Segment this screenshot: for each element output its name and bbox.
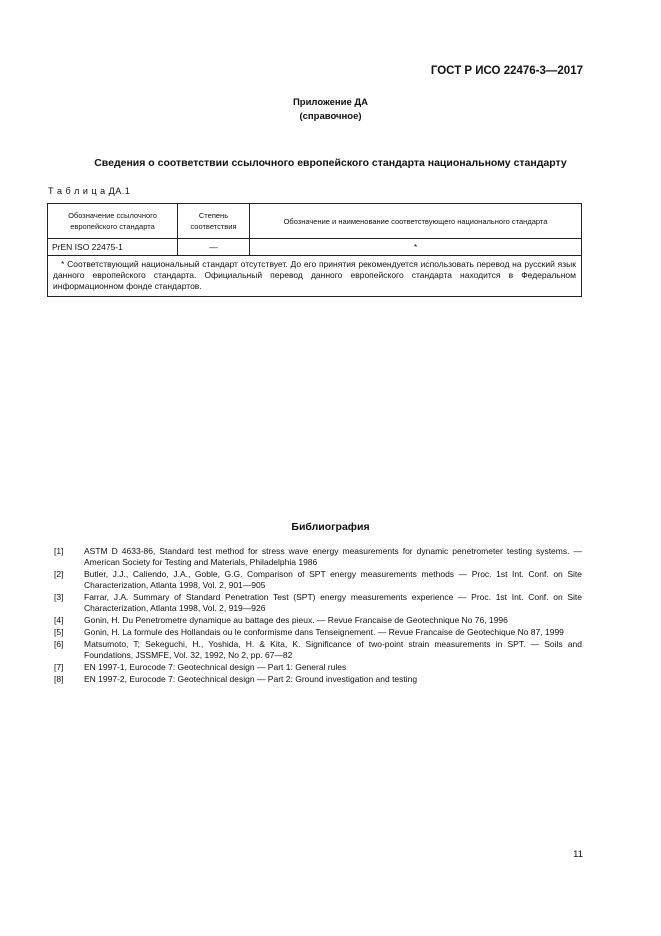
bibliography-title: Библиография bbox=[291, 521, 370, 533]
bibliography-number: [4] bbox=[54, 615, 64, 625]
bibliography-text: ASTM D 4633-86, Standard test method for stress wave energy measurements for dynamic penetrometer testing systems. — American Society for Testing and Materials, Philadelphia 1986 bbox=[84, 546, 582, 567]
table-header-row bbox=[48, 204, 582, 239]
list-item bbox=[54, 592, 582, 614]
bibliography-list bbox=[54, 546, 582, 686]
bibliography-number: [3] bbox=[54, 592, 64, 602]
bibliography-text: Gonin, H. Du Penetrometre dynamique au battage des pieux. — Revue Francaise de Geotechnique No 76, 1996 bbox=[84, 615, 508, 625]
bibliography-text: Farrar, J.A. Summary of Standard Penetration Test (SPT) energy measurements experience — Proc. 1st Int. Conf. on Site Characterization, Atlanta 1998, Vol. 2, 919—926 bbox=[84, 592, 582, 613]
table-note: * Соответствующий национальный стандарт отсутствует. До его принятия рекомендуется использовать перевод на русский язык данного европейского стандарта. Официальный перевод данного европейского стандарта находится в Федеральном информационном фонде стандартов. bbox=[48, 256, 582, 297]
bibliography-number: [8] bbox=[54, 674, 64, 684]
bibliography-text: Butler, J.J., Caliendo, J.A., Goble, G.G. Comparison of SPT energy measurements methods — Proc. 1st Int. Conf. on Site Characterization, Atlanta 1998, Vol. 2, 901—905 bbox=[84, 569, 582, 590]
correspondence-table bbox=[47, 203, 582, 297]
bibliography-number: [5] bbox=[54, 627, 64, 637]
annex-title: Приложение ДА bbox=[292, 97, 369, 108]
section-title: Сведения о соответствии ссылочного европейского стандарта национальному стандарту bbox=[94, 157, 567, 169]
document-code: ГОСТ Р ИСО 22476-3—2017 bbox=[430, 65, 583, 77]
list-item bbox=[54, 627, 582, 638]
list-item bbox=[54, 615, 582, 626]
page-number: 11 bbox=[573, 849, 583, 860]
table-cell: PrEN ISO 22475-1 bbox=[48, 239, 178, 256]
list-item bbox=[54, 674, 582, 685]
list-item bbox=[54, 569, 582, 591]
bibliography-number: [2] bbox=[54, 569, 64, 579]
column-header: Обозначение ссылочного европейского стандарта bbox=[48, 204, 178, 239]
bibliography-text: EN 1997-1, Eurocode 7: Geotechnical design — Part 1: General rules bbox=[84, 662, 347, 672]
bibliography-text: Matsumoto, T; Sekeguchi, H., Yoshida, H. & Kita, K. Significance of two-point strain measurements in SPT. — Soils and Foundations, JSSMFE, Vol. 32, 1992, No 2, pp. 67—82 bbox=[84, 639, 582, 660]
table-note-row bbox=[48, 256, 582, 297]
bibliography-text: Gonin, H. La formule des Hollandais ou le conformisme dans Tenseignement. — Revue Francaise de Geotechique No 87, 1999 bbox=[84, 627, 564, 637]
list-item bbox=[54, 662, 582, 673]
bibliography-number: [7] bbox=[54, 662, 64, 672]
annex-heading bbox=[0, 96, 661, 124]
bibliography-number: [1] bbox=[54, 546, 64, 556]
bibliography-number: [6] bbox=[54, 639, 64, 649]
table-row bbox=[48, 239, 582, 256]
annex-subtitle: (справочное) bbox=[299, 111, 362, 122]
list-item bbox=[54, 639, 582, 661]
bibliography-text: EN 1997-2, Eurocode 7: Geotechnical design — Part 2: Ground investigation and testing bbox=[84, 674, 418, 684]
list-item bbox=[54, 546, 582, 568]
column-header: Степень соответствия bbox=[178, 204, 250, 239]
table-cell: * bbox=[250, 239, 582, 256]
table-label: Т а б л и ц а ДА.1 bbox=[48, 186, 131, 196]
column-header: Обозначение и наименование соответствующего национального стандарта bbox=[250, 204, 582, 239]
table-cell: — bbox=[178, 239, 250, 256]
